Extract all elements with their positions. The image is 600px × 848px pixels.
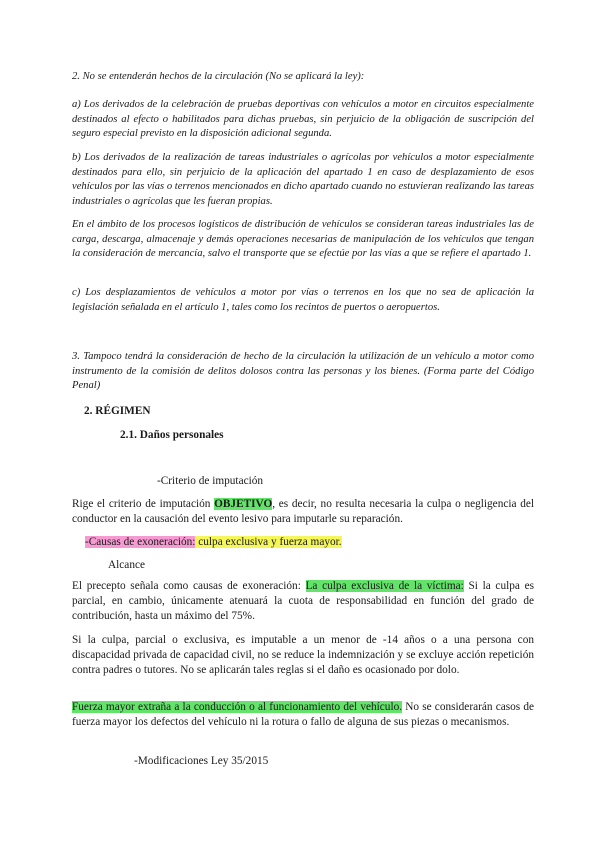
alcance-text-start: El precepto señala como causas de exoneración: xyxy=(72,580,306,592)
objetivo-highlight: OBJETIVO xyxy=(214,498,273,510)
fuerza-mayor-paragraph xyxy=(72,700,534,730)
heading-danos-personales: 2.1. Daños personales xyxy=(120,429,224,441)
alcance-text-end: Si la culpa es parcial, en cambio, únicamente atenuará la cuota de responsabilidad en función del grado de contribución, hasta un máximo del 75%. xyxy=(72,580,534,623)
culpa-exclusiva-highlight: La culpa exclusiva de la víctima: xyxy=(305,580,464,592)
criterio-text-end: , es decir, no resulta necesaria la culpa o negligencia del conductor en la causación del evento lesivo para imputarle su reparación. xyxy=(72,498,535,526)
criterio-imputacion-label: -Criterio de imputación xyxy=(157,475,264,487)
fuerza-mayor-text: No se considerarán casos de fuerza mayor los defectos del vehículo ni la rotura o fallo de alguna de sus piezas o mecanismos. xyxy=(72,701,534,729)
paragraph-a: a) Los derivados de la celebración de pruebas deportivas con vehículos a motor en circuitos especialmente destinados al efecto o habilitados para dichas pruebas, sin perjuicio de la obligación de suscripción del seguro especial previsto en la disposición adicional segunda. xyxy=(72,99,534,140)
causas-exoneracion-label: -Causas de exoneración: xyxy=(85,536,196,548)
culpa-menor-paragraph: Si la culpa, parcial o exclusiva, es imputable a un menor de -14 años o a una persona con discapacidad privada de capacidad civil, no se reduce la indemnización y se excluye acción repetición contra padres o tutores. No se aplicarán tales reglas si el daño es ocasionado por dolo. xyxy=(72,634,534,677)
paragraph-logistica: En el ámbito de los procesos logísticos de distribución de vehículos se consideran tareas industriales las de carga, descarga, almacenaje y demás operaciones necesarias de manipulación de los vehículos que tengan la consideración de mercancía, salvo el transporte que se efectúe por las vías a que se refiere el apartado 1. xyxy=(72,219,534,260)
fuerza-mayor-highlight: Fuerza mayor extraña a la conducción o al funcionamiento del vehículo. xyxy=(72,701,403,713)
modificaciones-label: -Modificaciones Ley 35/2015 xyxy=(134,755,269,767)
paragraph-c: c) Los desplazamientos de vehículos a motor por vías o terrenos en los que no sea de aplicación la legislación señalada en el artículo 1, tales como los recintos de puertos o aeropuertos. xyxy=(72,287,534,313)
criterio-imputacion-text xyxy=(72,497,534,527)
criterio-text-start: Rige el criterio de imputación xyxy=(72,498,215,510)
heading-regimen: 2. RÉGIMEN xyxy=(84,405,151,417)
causas-exoneracion-value: culpa exclusiva y fuerza mayor. xyxy=(195,536,342,548)
paragraph-b: b) Los derivados de la realización de tareas industriales o agrícolas por vehículos a motor especialmente destinados para ello, sin perjuicio de la aplicación del apartado 1 en caso de desplazamiento de esos vehículos por las vías o terrenos mencionados en dicho apartado cuando no estuvieran realizando las tareas industriales o agrícolas que les fueran propias. xyxy=(72,152,534,207)
alcance-label: Alcance xyxy=(108,559,146,571)
paragraph-3: 3. Tampoco tendrá la consideración de hecho de la circulación la utilización de un vehículo a motor como instrumento de la comisión de delitos dolosos contra las personas y los bienes. (Forma parte del Código Penal) xyxy=(72,351,534,392)
section-2-intro: 2. No se entenderán hechos de la circulación (No se aplicará la ley): xyxy=(72,71,365,82)
alcance-text xyxy=(72,579,534,625)
causas-exoneracion xyxy=(85,535,485,550)
